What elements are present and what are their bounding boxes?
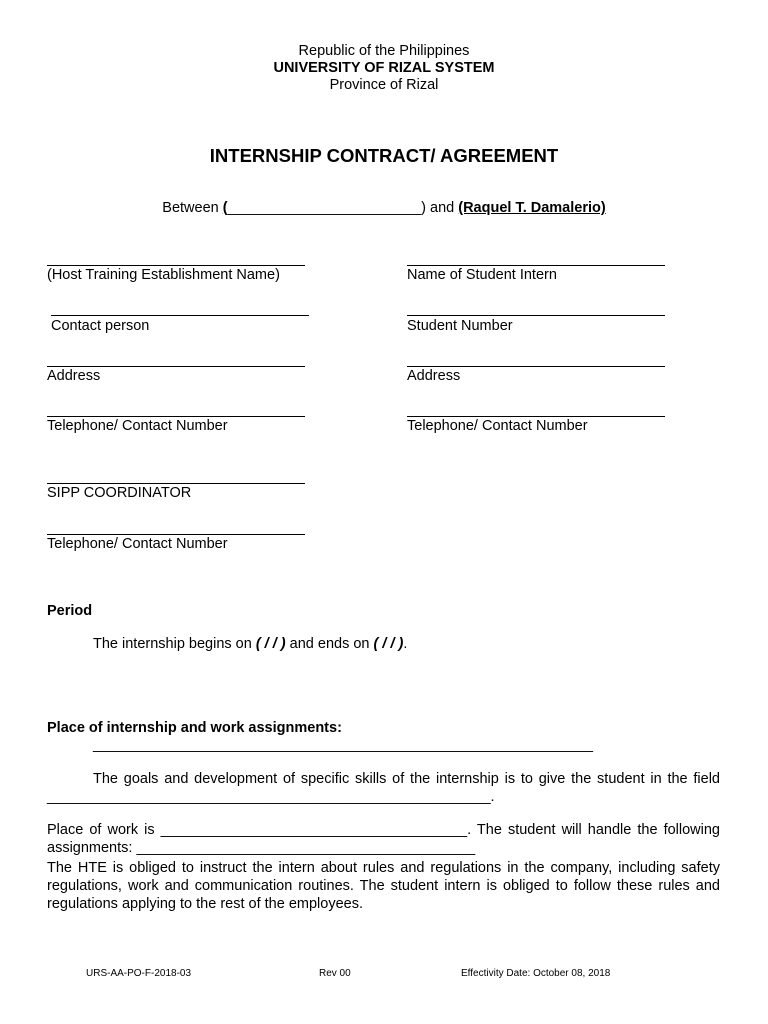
coordinator-label: SIPP COORDINATOR — [47, 485, 192, 501]
student-phone-line — [407, 416, 665, 417]
hte-name-line — [47, 265, 305, 266]
coordinator-phone-line — [47, 534, 305, 535]
header-university: UNIVERSITY OF RIZAL SYSTEM — [273, 60, 495, 76]
footer-form-code: URS-AA-PO-F-2018-03 — [86, 968, 192, 979]
hte-address-line — [47, 366, 305, 367]
student-phone-label: Telephone/ Contact Number — [407, 418, 588, 434]
place-heading: Place of internship and work assignments: — [47, 720, 342, 736]
between-blank: ________________________ — [227, 200, 422, 216]
hte-name-label: (Host Training Establishment Name) — [47, 267, 280, 283]
hte-phone-line — [47, 416, 305, 417]
coordinator-line — [47, 483, 305, 484]
period-end-date: ( / / ) — [373, 636, 404, 652]
student-address-line — [407, 366, 665, 367]
period-end-punct: . — [403, 636, 408, 652]
hte-address-label: Address — [47, 368, 101, 384]
footer-effectivity-date: Effectivity Date: October 08, 2018 — [461, 968, 611, 979]
period-begins-text: The internship begins on — [93, 636, 256, 652]
period-heading: Period — [47, 603, 93, 619]
student-number-label: Student Number — [407, 318, 513, 334]
between-and: and — [426, 200, 459, 216]
contact-person-line — [51, 315, 309, 316]
between-line — [0, 200, 768, 216]
hte-phone-label: Telephone/ Contact Number — [47, 418, 228, 434]
goals-paragraph: The goals and development of specific skills of the internship is to give the student in the field _______________________________________________________. — [47, 771, 720, 805]
coordinator-phone-label: Telephone/ Contact Number — [47, 536, 228, 552]
between-close-paren: ) — [421, 200, 426, 216]
student-name-label: Name of Student Intern — [407, 267, 557, 283]
header-province: Province of Rizal — [329, 77, 439, 93]
document-title: INTERNSHIP CONTRACT/ AGREEMENT — [209, 145, 559, 166]
student-number-line — [407, 315, 665, 316]
period-start-date: ( / / ) — [255, 636, 286, 652]
period-sentence — [93, 636, 407, 652]
hte-obligation-paragraph: The HTE is obliged to instruct the intern about rules and regulations in the company, including safety regulations, work and communication routines. The student intern is obliged to follow these rules and regulations applying to the rest of the employees. — [47, 860, 720, 912]
contact-person-label: Contact person — [51, 318, 150, 334]
between-prefix: Between — [162, 200, 223, 216]
between-open-paren: ( — [222, 200, 228, 216]
student-name: (Raquel T. Damalerio) — [458, 200, 606, 216]
header-republic: Republic of the Philippines — [298, 43, 470, 59]
student-address-label: Address — [407, 368, 461, 384]
footer-revision: Rev 00 — [319, 968, 351, 979]
student-name-line — [407, 265, 665, 266]
period-ends-text: and ends on — [285, 636, 374, 652]
place-of-work-paragraph: Place of work is ______________________________________. The student will handle the following assignments: __________________________________________ — [47, 822, 720, 856]
place-blank: ______________________________________________________________ — [93, 737, 593, 753]
